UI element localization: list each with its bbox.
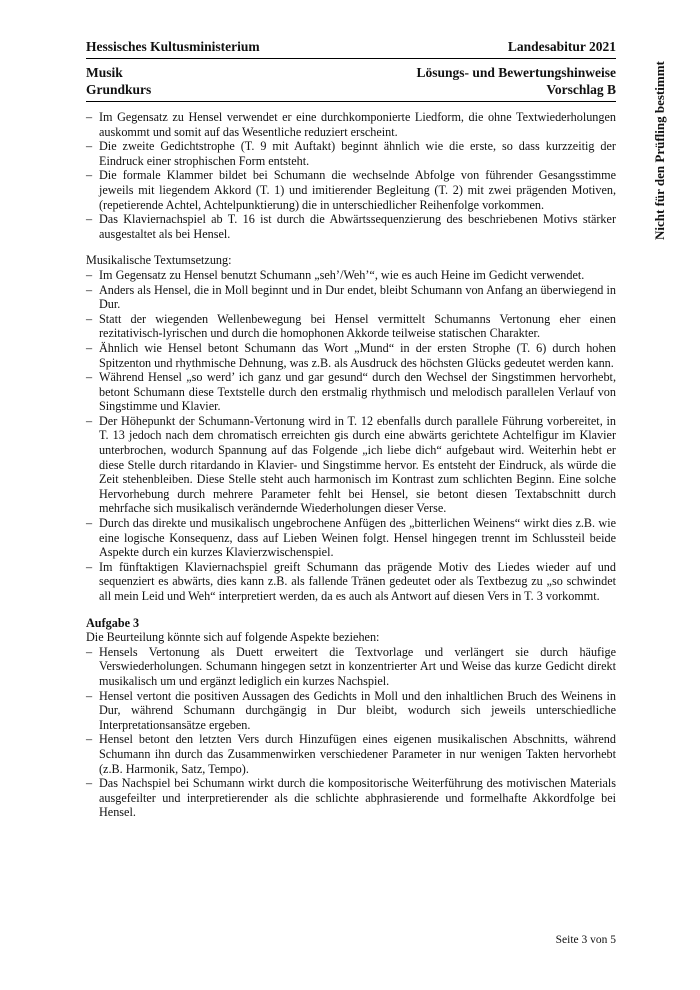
list-item: – Anders als Hensel, die in Moll beginnt und in Dur endet, bleibt Schumann von Anfang an überwiegend in Dur.: [86, 283, 616, 312]
doc-type: Lösungs- und Bewertungshinweise: [416, 65, 616, 80]
header-top: [86, 38, 616, 59]
task-intro: Die Beurteilung könnte sich auf folgende Aspekte beziehen:: [86, 630, 380, 645]
side-note-text: Nicht für den Prüfling bestimmt: [652, 61, 667, 240]
form-list: [86, 110, 616, 241]
side-note: [650, 40, 674, 240]
page-number: Seite 3 von 5: [555, 934, 616, 946]
list-item: – Hensel betont den letzten Vers durch Hinzufügen eines eigenen musikalischen Abschnitts, während Schumann ihn durch das Zusammenwirken verschiedener Parameter in nur wenigen Takten hervorhebt (z.B. Harmonik, Satz, Tempo).: [86, 732, 616, 776]
list-item: – Im Gegensatz zu Hensel verwendet er eine durchkomponierte Liedform, die ohne Textwiederholungen auskommt und somit auf das Wesentliche reduziert erscheint.: [86, 110, 616, 139]
list-item: – Das Nachspiel bei Schumann wirkt durch die kompositorische Weiterführung des motivischen Materials ausgefeilter und interpretierender als die schlichte abphrasierende und formelhafte Akkordfolge bei Hensel.: [86, 776, 616, 820]
list-item: – Während Hensel „so werd’ ich ganz und gar gesund“ durch den Wechsel der Singstimmen hervorhebt, betont Schumann diese Textstelle durch den erstmalig rhythmisch und melodisch parallelen Verlauf von Singstimme und Klavier.: [86, 370, 616, 414]
subject: Musik: [86, 65, 123, 80]
list-item: – Im Gegensatz zu Hensel benutzt Schumann „seh’/Weh’“, wie es auch Heine im Gedicht verwendet.: [86, 268, 616, 283]
header-sub: [86, 64, 616, 102]
task3-list: [86, 645, 616, 820]
list-item: – Hensels Vertonung als Duett erweitert die Textvorlage und verlängert sie durch häufige Verswiederholungen. Schumann hingegen setzt in konzentrierter Art und Weise das kurze Gedicht direkt musikalisch um und ergänzt lediglich ein kurzes Nachspiel.: [86, 645, 616, 689]
list-item: – Das Klaviernachspiel ab T. 16 ist durch die Abwärtssequenzierung des beschriebenen Motivs stärker ausgestaltet als bei Hensel.: [86, 212, 616, 241]
list-item: – Die zweite Gedichtstrophe (T. 9 mit Auftakt) beginnt ähnlich wie die erste, so dass kurzzeitig der Eindruck einer strophischen Form entsteht.: [86, 139, 616, 168]
list-item: – Der Höhepunkt der Schumann-Vertonung wird in T. 12 ebenfalls durch parallele Führung vorbereitet, in T. 13 jedoch nach dem chromatisch erreichten gis durch eine abwärts gerichtete Achtelfigur im Klavier unterbrochen, wodurch Spannung auf das Folgende „ich liebe dich“ aufgebaut wird. Weiterhin hebt er diese Stelle durch ritardando in Klavier- und Singstimme hervor. Es entsteht der Eindruck, als würde die Zeit stehenbleiben. Diese Stelle steht auch harmonisch im Kontrast zum schlichten Beginn. Eine solche Hervorhebung durch mehrere Parameter fehlt bei Hensel, sie betont diesen Textabschnitt durch mehrfache sich musikalisch verändernde Wiederholungen dieser Verse.: [86, 414, 616, 516]
list-item: – Statt der wiegenden Wellenbewegung bei Hensel vermittelt Schumanns Vertonung eher einen rezitativisch-lyrischen und durch die homophonen Akkorde teilweise statischen Charakter.: [86, 312, 616, 341]
list-item: – Durch das direkte und musikalisch ungebrochene Anfügen des „bitterlichen Weinens“ wirkt dies z.B. wie eine logische Konsequenz, dass auf Lieben Weinen folgt. Hensel hingegen trennt im Schlussteil beide Aspekte durch ein kurzes Klavierzwischenspiel.: [86, 516, 616, 560]
section-label: Musikalische Textumsetzung:: [86, 253, 232, 268]
proposal: Vorschlag B: [546, 82, 616, 97]
course: Grundkurs: [86, 82, 152, 97]
list-item: – Hensel vertont die positiven Aussagen des Gedichts in Moll und den inhaltlichen Bruch des Weinens in Dur, während Schumann durchgängig in Dur bleibt, wodurch sich jeweils unterschiedliche Interpretationsansätze ergeben.: [86, 689, 616, 733]
list-item: – Im fünftaktigen Klaviernachspiel greift Schumann das prägende Motiv des Liedes wieder auf und sequenziert es abwärts, dies kann z.B. als fallende Tränen gedeutet oder als Textbezug zu „so schwindet all mein Leid und Weh“ interpretiert werden, da es auch als Antwort auf diesen Vers in T. 3 vorkommt.: [86, 560, 616, 604]
exam-name: Landesabitur 2021: [507, 39, 616, 54]
task-title: Aufgabe 3: [86, 615, 140, 630]
ministry-name: Hessisches Kultusministerium: [86, 39, 260, 54]
list-item: – Die formale Klammer bildet bei Schumann die wechselnde Abfolge von führender Gesangsstimme jeweils mit liegendem Akkord (T. 1) und imitierender Begleitung (T. 2) mit zwei prägenden Motiven, (repetierende Achtel, Achtelpunktierung) die in unterschiedlicher Reihenfolge vorkommen.: [86, 168, 616, 212]
document-page: [86, 38, 616, 820]
header-right: [416, 64, 616, 98]
header-left: [86, 64, 151, 98]
text-setting-list: [86, 268, 616, 604]
list-item: – Ähnlich wie Hensel betont Schumann das Wort „Mund“ in der ersten Strophe (T. 6) durch hohen Spitzenton und rhythmische Dehnung, was z.B. als Ausdruck des höchsten Glücks gedeutet werden kann.: [86, 341, 616, 370]
